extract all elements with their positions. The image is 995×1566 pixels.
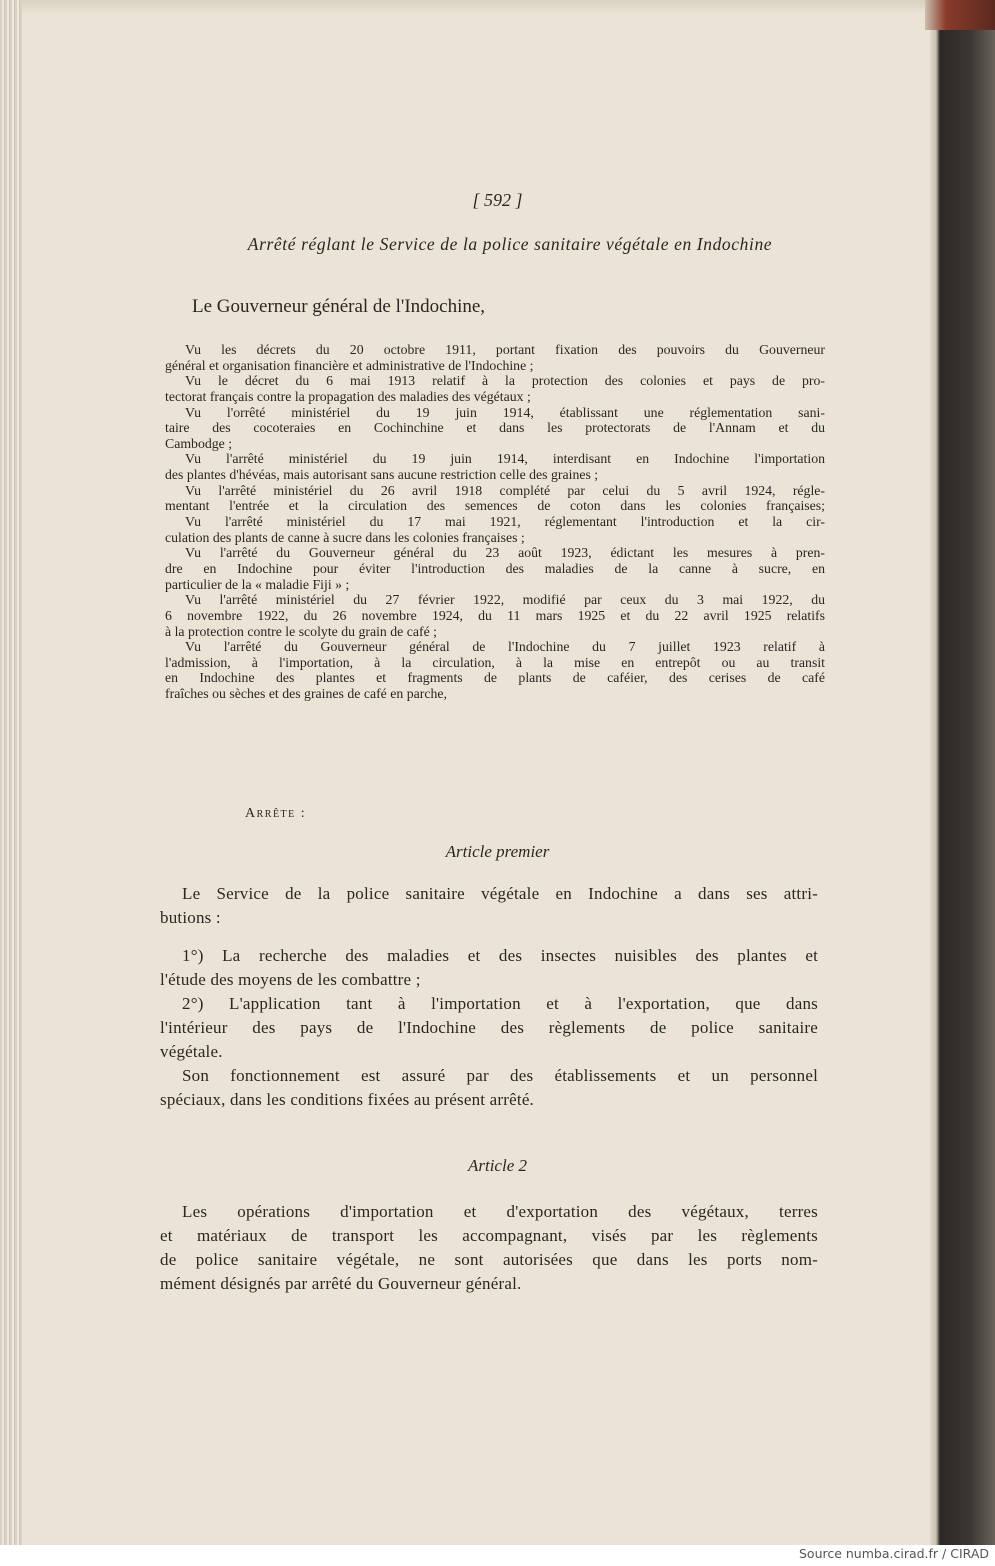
text-line: Vu l'arrêté ministériel du 19 juin 1914, interdisant en Indochine l'importation (185, 451, 825, 467)
text-line: 2°) L'application tant à l'importation et à l'exportation, que dans (182, 994, 818, 1013)
source-credit: Source numba.cirad.fr / CIRAD (798, 1546, 989, 1561)
page-top-edge (0, 0, 995, 14)
text-line: 1°) La recherche des maladies et des insectes nuisibles des plantes et (182, 946, 818, 965)
text-line: mément désignés par arrêté du Gouverneur général. (160, 1274, 522, 1293)
page-number: [ 592 ] (472, 190, 523, 210)
text-line: Vu l'orrêté ministériel du 19 juin 1914, établissant une réglementation sani- (185, 404, 825, 420)
text-line: de police sanitaire végétale, ne sont autorisées que dans les ports nom- (160, 1250, 818, 1269)
text-line: à la protection contre le scolyte du grain de café ; (165, 623, 437, 639)
text-line: Vu l'arrêté ministériel du 17 mai 1921, réglementant l'introduction et la cir- (185, 514, 825, 530)
text-line: butions : (160, 908, 221, 927)
arrete-heading: Arrête : (245, 806, 307, 821)
article-1-body (160, 882, 818, 1112)
document-title: Arrêté réglant le Service de la police sanitaire végétale en Indochine (247, 234, 773, 254)
text-line: culation des plants de canne à sucre dans les colonies françaises ; (165, 529, 525, 545)
text-line: général et organisation financière et administrative de l'Indochine ; (165, 357, 534, 373)
text-line: fraîches ou sèches et des graines de café en parche, (165, 686, 447, 702)
text-line: Le Service de la police sanitaire végétale en Indochine a dans ses attri- (182, 884, 818, 903)
book-cover-corner (925, 0, 995, 30)
text-line: l'admission, à l'importation, à la circulation, à la mise en entrepôt ou au transit (165, 654, 825, 670)
text-line: et matériaux de transport les accompagnant, visés par les règlements (160, 1226, 818, 1245)
text-line: mentant l'entrée et la circulation des semences de coton dans les colonies françaises; (165, 498, 825, 514)
text-line: Vu le décret du 6 mai 1913 relatif à la protection des colonies et pays de pro- (185, 373, 825, 389)
text-line: en Indochine des plantes et fragments de plants de caféier, des cerises de café (165, 670, 825, 686)
text-line: dre en Indochine pour éviter l'introduction des maladies de la canne à sucre, en (165, 560, 825, 576)
book-binding-edge (930, 30, 995, 1545)
book-page-edges (0, 0, 22, 1545)
preamble (165, 342, 825, 702)
text-line: tectorat français contre la propagation des maladies des végétaux ; (165, 388, 531, 404)
text-line: taire des cocoteraies en Cochinchine et dans les protectorats de l'Annam et du (165, 420, 825, 436)
text-line: végétale. (160, 1042, 223, 1061)
article-2-body (160, 1200, 818, 1296)
text-line: l'étude des moyens de les combattre ; (160, 970, 421, 989)
article-1-heading: Article premier (445, 842, 550, 861)
text-line: Cambodge ; (165, 435, 233, 451)
article-2-heading: Article 2 (467, 1156, 527, 1175)
text-line: Vu l'arrêté ministériel du 26 avril 1918 complété par celui du 5 avril 1924, régle- (185, 482, 825, 498)
text-line: des plantes d'hévéas, mais autorisant sans aucune restriction celle des graines ; (165, 467, 599, 483)
text-line: Vu l'arrêté du Gouverneur général de l'Indochine du 7 juillet 1923 relatif à (185, 639, 825, 655)
text-line: Son fonctionnement est assuré par des établissements et un personnel (182, 1066, 818, 1085)
text-line: 6 novembre 1922, du 26 novembre 1924, du 11 mars 1925 et du 22 avril 1925 relatifs (165, 607, 825, 623)
text-line: particulier de la « maladie Fiji » ; (165, 576, 350, 592)
paragraph-gap (160, 930, 818, 944)
text-line: Vu l'arrêté du Gouverneur général du 23 août 1923, édictant les mesures à pren- (185, 545, 825, 561)
text-line: Les opérations d'importation et d'exportation des végétaux, terres (182, 1202, 818, 1221)
text-line: l'intérieur des pays de l'Indochine des règlements de police sanitaire (160, 1018, 818, 1037)
text-line: spéciaux, dans les conditions fixées au présent arrêté. (160, 1090, 535, 1109)
text-line: Vu l'arrêté ministériel du 27 février 1922, modifié par ceux du 3 mai 1922, du (185, 592, 825, 608)
governor-heading: Le Gouverneur général de l'Indochine, (192, 296, 486, 317)
text-line: Vu les décrets du 20 octobre 1911, portant fixation des pouvoirs du Gouverneur (185, 342, 825, 357)
